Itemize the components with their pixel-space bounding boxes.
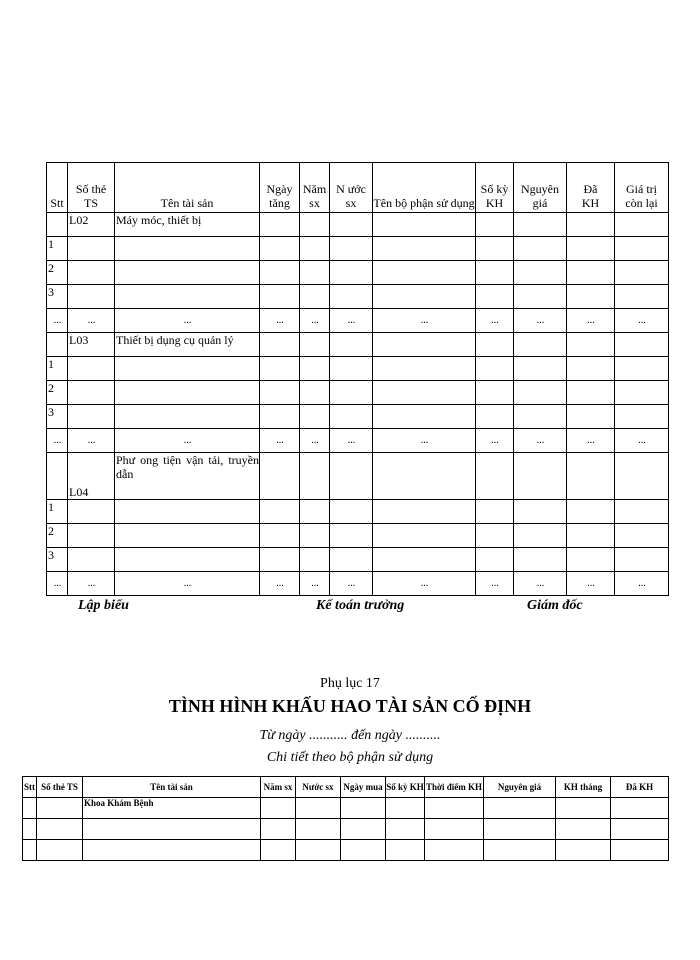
col-header-so-ky: Số kỳ KH	[476, 163, 514, 213]
appendix-label: Phụ lục 17	[320, 676, 380, 691]
table-row	[47, 237, 669, 261]
col-header-so-the: Số thẻ TS	[37, 777, 83, 798]
group-code: L04	[68, 453, 115, 500]
group-name: Phư ong tiện vận tải, truyền dẫn	[115, 453, 260, 500]
row-number: 3	[47, 285, 68, 309]
asset-table	[46, 162, 669, 596]
col-header-kh-thang: KH tháng	[556, 777, 611, 798]
table-row	[47, 548, 669, 572]
col-header-so-the: Số thẻ TS	[68, 163, 115, 213]
ellipsis-row: ... ... ... ... ... ... ... ... ... ... ...	[47, 429, 669, 453]
table-row	[47, 285, 669, 309]
table-row	[47, 261, 669, 285]
ellipsis-row: ... ... ... ... ... ... ... ... ... ... ...	[47, 309, 669, 333]
depreciation-table	[22, 776, 669, 861]
col-header-ngay-tang: Ngày tăng	[260, 163, 300, 213]
col-header-nguyen-gia: Nguyên giá	[484, 777, 556, 798]
col-header-stt: Stt	[23, 777, 37, 798]
signature-director: Giám đốc	[527, 598, 583, 613]
row-number: 2	[47, 381, 68, 405]
row-number: 2	[47, 524, 68, 548]
detail-subtitle: Chi tiết theo bộ phận sử dụng	[266, 750, 434, 765]
col-header-ten-ts: Tên tài sản	[115, 163, 260, 213]
col-header-nuoc-sx: N ước sx	[330, 163, 373, 213]
col-header-nuoc-sx: Nước sx	[296, 777, 341, 798]
signature-preparer: Lập biểu	[78, 598, 129, 613]
col-header-stt: Stt	[47, 163, 68, 213]
date-range: Từ ngày ........... đến ngày ..........	[259, 728, 441, 743]
row-number: 1	[47, 237, 68, 261]
ellipsis-row: ... ... ... ... ... ... ... ... ... ... ...	[47, 572, 669, 596]
col-header-nam-sx: Năm sx	[261, 777, 296, 798]
row-number: 3	[47, 405, 68, 429]
table-row	[23, 840, 669, 861]
row-number: 2	[47, 261, 68, 285]
table-row	[47, 357, 669, 381]
department-name: Khoa Khám Bệnh	[83, 798, 261, 819]
row-number: 3	[47, 548, 68, 572]
col-header-gia-tri: Giá trị còn lại	[615, 163, 669, 213]
group-code: L02	[68, 213, 115, 237]
group-row	[47, 453, 669, 500]
page-title: TÌNH HÌNH KHẤU HAO TÀI SẢN CỐ ĐỊNH	[168, 696, 532, 716]
col-header-thoi-diem: Thời điểm KH	[425, 777, 484, 798]
row-number: 1	[47, 357, 68, 381]
row-number: 1	[47, 500, 68, 524]
col-header-ten-ts: Tên tài sản	[83, 777, 261, 798]
table-row	[23, 798, 669, 819]
signature-chief-accountant: Kế toán trưởng	[316, 598, 405, 613]
header-row	[47, 163, 669, 213]
table-row	[47, 500, 669, 524]
col-header-nguyen-gia: Nguyên giá	[514, 163, 567, 213]
col-header-nam-sx: Năm sx	[300, 163, 330, 213]
header-row	[23, 777, 669, 798]
col-header-ngay-mua: Ngày mua	[341, 777, 386, 798]
table-row	[47, 381, 669, 405]
table-row	[47, 405, 669, 429]
group-row	[47, 213, 669, 237]
table-row	[23, 819, 669, 840]
col-header-da-kh: Đã KH	[611, 777, 669, 798]
col-header-bo-phan: Tên bộ phận sử dụng	[373, 163, 476, 213]
group-name: Thiết bị dụng cụ quản lý	[115, 333, 260, 357]
col-header-da-kh: Đã KH	[567, 163, 615, 213]
col-header-so-ky: Số kỳ KH	[386, 777, 425, 798]
group-name: Máy móc, thiết bị	[115, 213, 260, 237]
group-row	[47, 333, 669, 357]
group-code: L03	[68, 333, 115, 357]
table-row	[47, 524, 669, 548]
